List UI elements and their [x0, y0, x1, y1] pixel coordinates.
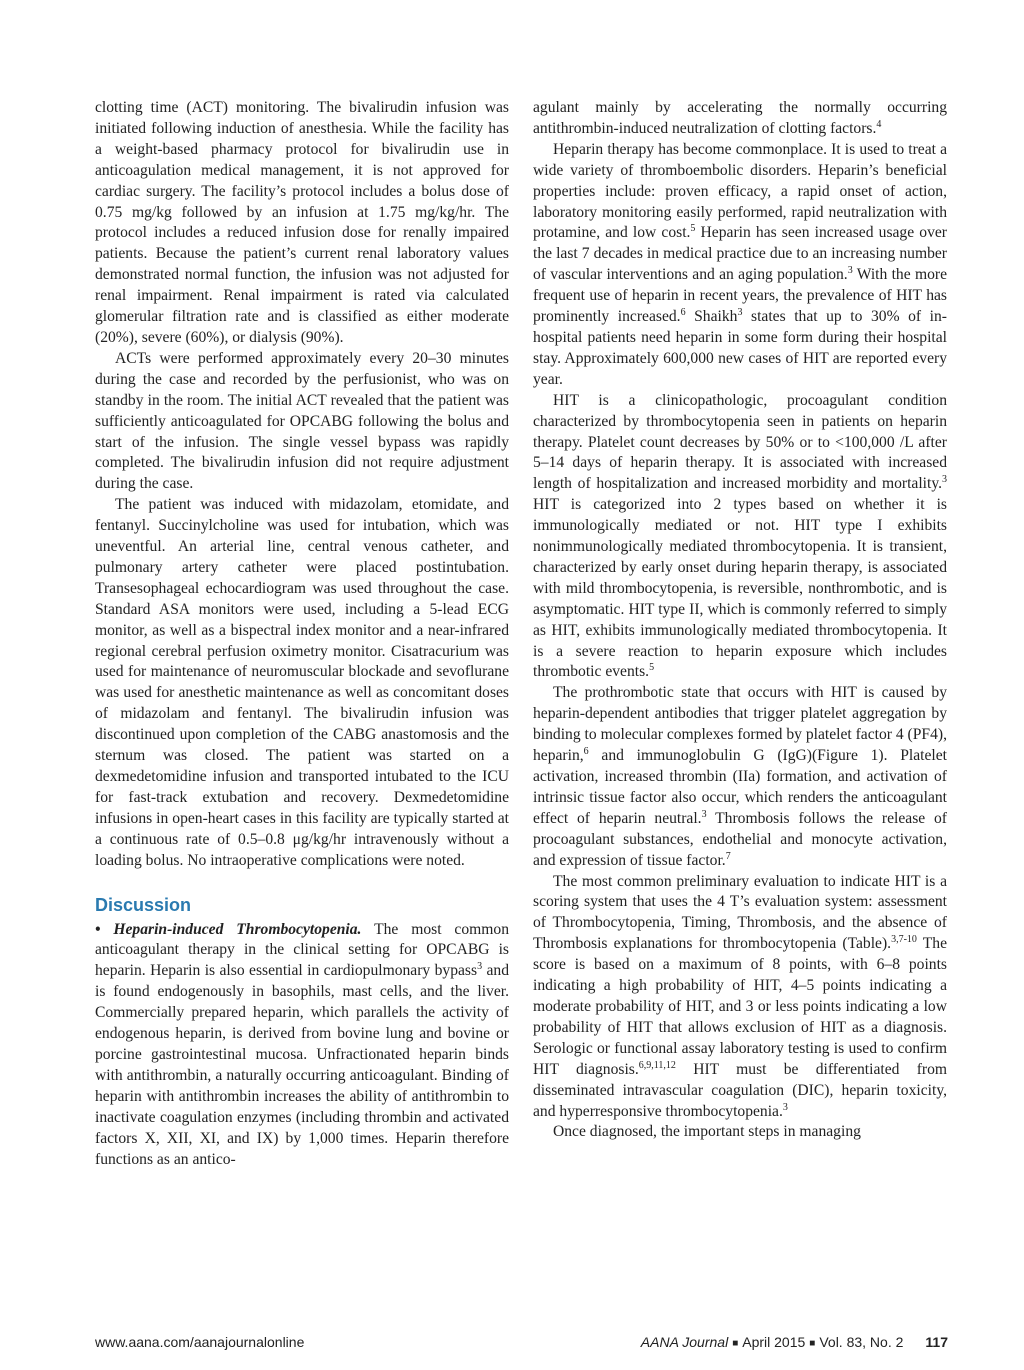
paragraph — [533, 140, 947, 391]
left-column — [95, 98, 509, 1170]
paragraph — [533, 872, 947, 1123]
paragraph — [95, 920, 509, 1171]
journal-url[interactable]: www.aana.com/aanajournalonline — [95, 1334, 305, 1350]
text-run: The most common anticoagulant therapy in the clinical setting for OPCABG is heparin. Heparin is also essential in cardiopulmonary bypass — [95, 920, 509, 980]
page-number: 117 — [925, 1334, 948, 1350]
text-run: HIT is a clinicopathologic, procoagulant condition characterized by thrombocytopenia seen in patients on heparin therapy. Platelet count decreases by 50% or to <100,000 /L after 5–14 days of heparin therapy. It is associated with increased length of hospitalization and increased morbidity and mortality. — [533, 391, 947, 493]
citation-ref: 4 — [876, 118, 882, 130]
bullet-subheading: • Heparin-induced Thrombocytopenia. — [95, 920, 362, 938]
text-run: Heparin has seen increased usage over the last 7 decades in medical practice due to an increasing number of vascular interventions and an aging population. — [533, 224, 947, 284]
right-column — [533, 98, 947, 1143]
text-run: and is found endogenously in basophils, mast cells, and the liver. Commercially prepared heparin, which parallels the activity of endogenous heparin, is derived from bovine lung and bovine or porcine gastrointestinal mucosa. Unfractionated heparin binds with antithrombin, a naturally occurring anticoagulant. Binding of heparin with antithrombin increases the ability of antithrombin to inactivate coagulation enzymes (including thrombin and activated factors X, XII, XI, and IX) by 1,000 times. Heparin therefore functions as an antico- — [95, 962, 510, 1168]
citation-ref: 3 — [737, 307, 743, 319]
citation-ref: 3 — [847, 265, 853, 277]
text-run: states that up to 30% of in-hospital patients need heparin in some form during their hospital stay. Approximately 600,000 new cases of HIT are reported every year. — [533, 308, 947, 388]
section-heading-discussion: Discussion — [95, 894, 192, 915]
paragraph — [533, 98, 947, 140]
text-run: and immunoglobulin G (IgG)(Figure 1). Platelet activation, increased thrombin (IIa) formation, and activation of intrinsic tissue factor also occur, which renders the anticoagulant effect of heparin neutral. — [533, 747, 947, 827]
citation-ref: 6 — [680, 307, 686, 319]
citation-ref: 6,9,11,12 — [638, 1059, 676, 1071]
citation-ref: 3 — [701, 808, 707, 820]
text-run: HIT must be differentiated from disseminated intravascular coagulation (DIC), heparin toxicity, and hyperresponsive thrombocytopenia. — [533, 1060, 948, 1120]
volume-issue: Vol. 83, No. 2 — [819, 1334, 904, 1350]
text-run: agulant mainly by accelerating the normally occurring antithrombin-induced neutralization of clotting factors. — [533, 99, 947, 137]
text-run: The score is based on a maximum of 8 points, with 6–8 points indicating a high probability of HIT, 4–5 points indicating a moderate probability of HIT, and 3 or less points indicating a low probability of HIT that allows exclusion of HIT as a diagnosis. Serologic or functional assay laboratory testing is used to confirm HIT diagnosis. — [533, 935, 947, 1078]
paragraph: ACTs were performed approximately every 20–30 minutes during the case and recorded by the perfusionist, who was on standby in the room. The initial ACT revealed that the patient was sufficiently anticoagulated for OPCABG following the bolus and start of the infusion. The single vessel bypass was rapidly completed. The bivalirudin infusion did not require adjustment during the case. — [95, 349, 509, 493]
paragraph: Once diagnosed, the important steps in managing — [553, 1123, 861, 1141]
text-run: With the more frequent use of heparin in recent years, the prevalence of HIT has prominently increased. — [533, 266, 947, 326]
paragraph: clotting time (ACT) monitoring. The bivalirudin infusion was initiated following induction of anesthesia. While the facility has a weight-based pharmacy protocol for bivalirudin use in anticoagulation medical management, it is not approved for cardiac surgery. The facility’s protocol includes a bolus dose of 0.75 mg/kg followed by an infusion at 1.75 mg/kg/hr. The protocol includes a reduced infusion dose for renally impaired patients. Because the patient’s current renal laboratory values demonstrated normal function, the infusion was not adjusted for renal impairment. Renal impairment is rated via calculated glomerular filtration rate and is classified as either moderate (20%), severe (60%), or dialysis (90%). — [95, 99, 509, 346]
text-run: The most common preliminary evaluation to indicate HIT is a scoring system that uses the 4 T’s evaluation system: assessment of Thrombocytopenia, Timing, Thrombosis, and the absence of Thrombosis explanations for thrombocytopenia (Table). — [533, 872, 947, 953]
citation-ref: 3 — [782, 1101, 788, 1113]
issue-date: April 2015 — [742, 1334, 806, 1350]
text-run: Heparin therapy has become commonplace. It is used to treat a wide variety of thromboembolic disorders. Heparin’s beneficial properties include: proven efficacy, a rapid onset of action, laboratory monitoring easily performed, rapid neutralization with protamine, and low cost. — [533, 140, 947, 242]
citation-ref: 7 — [725, 850, 731, 862]
journal-name: AANA Journal — [640, 1334, 729, 1350]
citation-ref: 3 — [942, 474, 947, 486]
text-run: The prothrombotic state that occurs with HIT is caused by heparin-dependent antibodies that trigger platelet aggregation by binding to molecular complexes formed by platelet factor 4 (PF4), heparin, — [533, 684, 947, 765]
paragraph — [533, 391, 947, 684]
journal-citation — [641, 1334, 948, 1350]
separator-icon: ■ — [732, 1338, 739, 1349]
citation-ref: 5 — [649, 662, 655, 674]
citation-ref: 6 — [583, 746, 589, 758]
text-run: Thrombosis follows the release of procoagulant substances, endothelial and monocyte activation, and expression of tissue factor. — [533, 809, 947, 869]
paragraph: The patient was induced with midazolam, etomidate, and fentanyl. Succinylcholine was used for intubation, which was uneventful. An arterial line, central venous catheter, and pulmonary artery catheter were placed postintubation. Transesophageal echocardiogram was used throughout the case. Standard ASA monitors were used, including a 5-lead ECG monitor, as well as a bispectral index monitor and a near-infrared regional cerebral perfusion oximetry monitor. Cisatracurium was used for maintenance of neuromuscular blockade and sevoflurane was used for anesthetic maintenance as well as concomitant doses of midazolam and fentanyl. The bivalirudin infusion was discontinued upon completion of the CABG anastomosis and the sternum was closed. The patient was started on a dexmedetomidine infusion and transported intubated to the ICU for fast-track extubation and recovery. Dexmedetomidine infusions in open-heart cases in this facility are typically started at a continuous rate of 0.5–0.8 μg/kg/hr intravenously without a loading bolus. No intraoperative complications were noted. — [95, 496, 509, 869]
separator-icon: ■ — [809, 1338, 816, 1349]
text-run: HIT is categorized into 2 types based on whether it is immunologically mediated or not. HIT type I exhibits nonimmunologically mediated thrombocytopenia. It is transient, characterized by early onset during heparin therapy, is associated with mild thrombocytopenia, is reversible, nonthrombotic, and is asymptomatic. HIT type II, which is commonly referred to simply as HIT, exhibits immunologically mediated thrombocytopenia. It is a severe reaction to heparin exposure which includes thrombotic events. — [533, 496, 947, 681]
citation-ref: 5 — [690, 223, 696, 235]
page-footer — [95, 1334, 948, 1352]
citation-ref: 3 — [477, 961, 483, 973]
paragraph — [533, 683, 947, 871]
text-run: Shaikh — [685, 308, 738, 326]
citation-ref: 3,7-10 — [891, 934, 917, 946]
